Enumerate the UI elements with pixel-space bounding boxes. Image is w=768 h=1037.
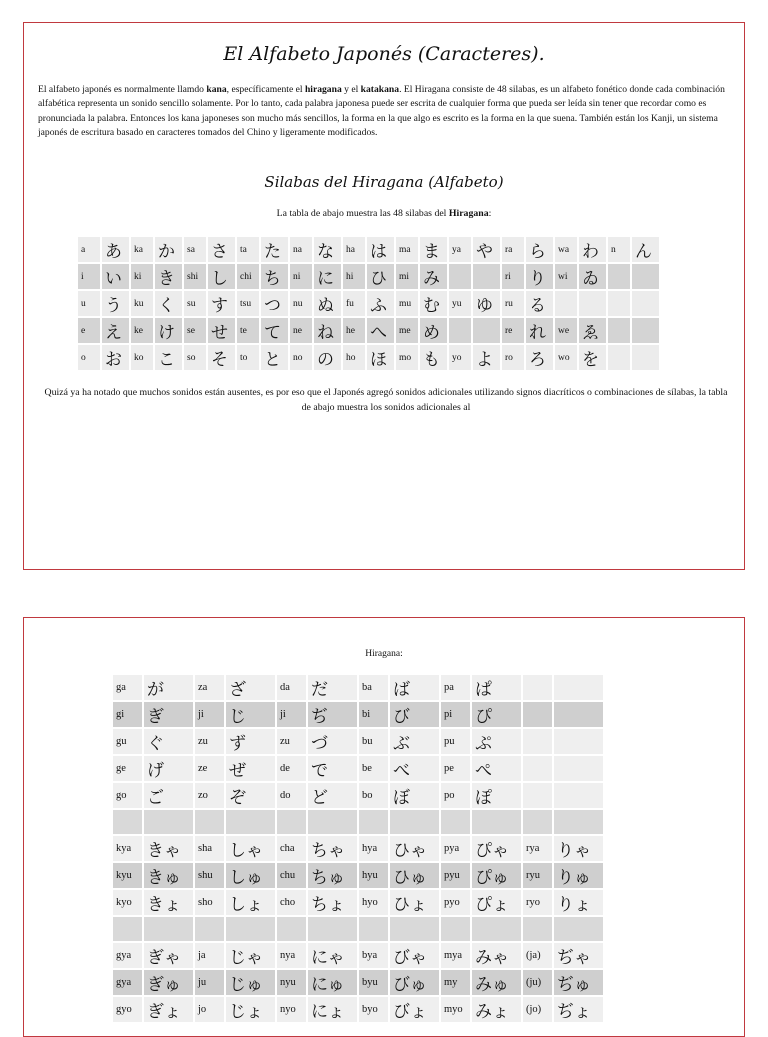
romaji-cell: cha [277, 836, 306, 861]
romaji-cell: ni [290, 264, 312, 289]
kana-cell: び [390, 702, 439, 727]
kana-cell: ぎゃ [144, 943, 193, 968]
romaji-cell: (jo) [523, 997, 552, 1022]
kana-cell: れ [526, 318, 553, 343]
kana-cell: ぼ [390, 783, 439, 808]
kana-cell: ぺ [472, 756, 521, 781]
kana-cell: う [102, 291, 129, 316]
kana-cell: ち [261, 264, 288, 289]
kana-cell [144, 917, 193, 941]
romaji-cell: ja [195, 943, 224, 968]
kana-cell [632, 291, 659, 316]
romaji-cell: pyo [441, 890, 470, 915]
romaji-cell: ya [449, 237, 471, 262]
romaji-cell [523, 729, 552, 754]
kana-cell: さ [208, 237, 235, 262]
romaji-cell: bu [359, 729, 388, 754]
kana-cell: ろ [526, 345, 553, 370]
romaji-cell [523, 756, 552, 781]
kana-cell: せ [208, 318, 235, 343]
kana-cell: え [102, 318, 129, 343]
romaji-cell: me [396, 318, 418, 343]
kana-cell: こ [155, 345, 182, 370]
kana-cell: りょ [554, 890, 603, 915]
romaji-cell [195, 917, 224, 941]
romaji-cell: cho [277, 890, 306, 915]
kana-cell: ぢゃ [554, 943, 603, 968]
kana-cell: きょ [144, 890, 193, 915]
kana-cell: め [420, 318, 447, 343]
kana-cell: ぱ [472, 675, 521, 700]
table-row [113, 836, 603, 861]
kana-cell: が [144, 675, 193, 700]
kana-cell [472, 810, 521, 834]
kana-cell [554, 675, 603, 700]
romaji-cell: to [237, 345, 259, 370]
romaji-cell [195, 810, 224, 834]
romaji-cell: he [343, 318, 365, 343]
romaji-cell: ta [237, 237, 259, 262]
romaji-cell [277, 810, 306, 834]
kana-cell: ぎゅ [144, 970, 193, 995]
romaji-cell: pu [441, 729, 470, 754]
romaji-cell: wi [555, 264, 577, 289]
kana-cell: ぢょ [554, 997, 603, 1022]
romaji-cell: wo [555, 345, 577, 370]
kana-cell: で [308, 756, 357, 781]
romaji-cell: gya [113, 943, 142, 968]
romaji-cell: mya [441, 943, 470, 968]
kana-cell: べ [390, 756, 439, 781]
kana-cell: ね [314, 318, 341, 343]
kana-cell: ぴょ [472, 890, 521, 915]
romaji-cell: do [277, 783, 306, 808]
kana-cell [473, 318, 500, 343]
kana-cell: じゅ [226, 970, 275, 995]
romaji-cell [608, 345, 630, 370]
kana-cell: しゃ [226, 836, 275, 861]
kana-cell: ゆ [473, 291, 500, 316]
romaji-cell: wa [555, 237, 577, 262]
romaji-cell: mo [396, 345, 418, 370]
romaji-cell: su [184, 291, 206, 316]
kana-cell: く [155, 291, 182, 316]
table-row [113, 863, 603, 888]
romaji-cell: hyu [359, 863, 388, 888]
document-page-1 [23, 22, 745, 570]
romaji-cell: byu [359, 970, 388, 995]
kana-cell: ちょ [308, 890, 357, 915]
romaji-cell: ha [343, 237, 365, 262]
kana-cell: ぴゅ [472, 863, 521, 888]
romaji-cell: kya [113, 836, 142, 861]
romaji-cell: po [441, 783, 470, 808]
romaji-cell: no [290, 345, 312, 370]
romaji-cell: hya [359, 836, 388, 861]
romaji-cell: ho [343, 345, 365, 370]
kana-cell: ぬ [314, 291, 341, 316]
romaji-cell: gu [113, 729, 142, 754]
kana-cell: し [208, 264, 235, 289]
romaji-cell: da [277, 675, 306, 700]
romaji-cell: nyu [277, 970, 306, 995]
kana-cell: にゅ [308, 970, 357, 995]
kana-cell: みょ [472, 997, 521, 1022]
romaji-cell: pyu [441, 863, 470, 888]
kana-cell: む [420, 291, 447, 316]
romaji-cell: sha [195, 836, 224, 861]
kana-cell: ひ [367, 264, 394, 289]
table-caption: La tabla de abajo muestra las 48 silabas del Hiragana: [276, 208, 492, 219]
table-row [78, 264, 659, 289]
romaji-cell: ko [131, 345, 153, 370]
kana-cell: だ [308, 675, 357, 700]
kana-cell [390, 810, 439, 834]
kana-cell: じ [226, 702, 275, 727]
kana-cell: ら [526, 237, 553, 262]
table-row [78, 318, 659, 343]
section-subtitle: Silabas del Hiragana (Alfabeto) [264, 173, 504, 191]
romaji-cell [523, 675, 552, 700]
romaji-cell: ju [195, 970, 224, 995]
romaji-cell [449, 318, 471, 343]
table-row [78, 237, 659, 262]
romaji-cell: myo [441, 997, 470, 1022]
kana-cell: ちゃ [308, 836, 357, 861]
kana-cell: あ [102, 237, 129, 262]
intro-paragraph: El alfabeto japonés es normalmente llamdo kana, específicamente el hiragana y el katakana. El Hiragana consiste de 48 silabas, es un alfabeto fonético donde cada combinación alfabética representa un sonido sencillo solamente. Por lo tanto, cada palabra japonesa puede ser escrita de cualquier forma que pueda ser leída sin tener que recordar como es pronunciada la palabra. Entonces los kana japoneses son mucho más sencillos, la forma en la que algo es escrito es la forma en la que suena. También están los Kanji, un sistema japonés de escritura basado en caracteres tomados del Chino y ligeramente modificados. [38, 84, 725, 138]
romaji-cell: we [555, 318, 577, 343]
kana-cell [554, 756, 603, 781]
romaji-cell: my [441, 970, 470, 995]
kana-cell [226, 810, 275, 834]
kana-cell: ご [144, 783, 193, 808]
page-title: El Alfabeto Japonés (Caracteres). [223, 43, 545, 65]
romaji-cell: byo [359, 997, 388, 1022]
romaji-cell: za [195, 675, 224, 700]
kana-cell: りゃ [554, 836, 603, 861]
table-row [78, 291, 659, 316]
kana-cell: り [526, 264, 553, 289]
romaji-cell [608, 264, 630, 289]
kana-cell: や [473, 237, 500, 262]
hiragana-extended-table [111, 673, 605, 1024]
kana-cell: る [526, 291, 553, 316]
romaji-cell: bi [359, 702, 388, 727]
kana-cell: ま [420, 237, 447, 262]
page2-caption: Hiragana: [365, 649, 403, 659]
kana-cell: ぷ [472, 729, 521, 754]
kana-cell: ほ [367, 345, 394, 370]
kana-cell: しゅ [226, 863, 275, 888]
romaji-cell: bo [359, 783, 388, 808]
kana-cell: ぢ [308, 702, 357, 727]
romaji-cell: be [359, 756, 388, 781]
table-row [113, 917, 603, 941]
romaji-cell: mi [396, 264, 418, 289]
romaji-cell [555, 291, 577, 316]
kana-cell: す [208, 291, 235, 316]
romaji-cell: yo [449, 345, 471, 370]
kana-cell [632, 264, 659, 289]
romaji-cell: ri [502, 264, 524, 289]
romaji-cell [359, 917, 388, 941]
romaji-cell: ma [396, 237, 418, 262]
romaji-cell [277, 917, 306, 941]
romaji-cell: ka [131, 237, 153, 262]
kana-cell: に [314, 264, 341, 289]
kana-cell [554, 783, 603, 808]
kana-cell: づ [308, 729, 357, 754]
romaji-cell: gya [113, 970, 142, 995]
kana-cell: にょ [308, 997, 357, 1022]
table-row [113, 729, 603, 754]
romaji-cell [608, 291, 630, 316]
romaji-cell: gi [113, 702, 142, 727]
kana-cell: ちゅ [308, 863, 357, 888]
romaji-cell: te [237, 318, 259, 343]
kana-cell: の [314, 345, 341, 370]
kana-cell: け [155, 318, 182, 343]
romaji-cell: kyu [113, 863, 142, 888]
romaji-cell: go [113, 783, 142, 808]
romaji-cell: fu [343, 291, 365, 316]
romaji-cell [523, 783, 552, 808]
romaji-cell: pe [441, 756, 470, 781]
kana-cell [308, 810, 357, 834]
romaji-cell: ro [502, 345, 524, 370]
kana-cell: い [102, 264, 129, 289]
table-row [113, 890, 603, 915]
table-row [113, 783, 603, 808]
table-row [113, 970, 603, 995]
romaji-cell: na [290, 237, 312, 262]
kana-cell: ぴゃ [472, 836, 521, 861]
romaji-cell: ru [502, 291, 524, 316]
romaji-cell: nya [277, 943, 306, 968]
romaji-cell: pya [441, 836, 470, 861]
romaji-cell: hi [343, 264, 365, 289]
kana-cell: ぐ [144, 729, 193, 754]
kana-cell [390, 917, 439, 941]
table-row [113, 943, 603, 968]
kana-cell: ん [632, 237, 659, 262]
kana-cell [472, 917, 521, 941]
romaji-cell: bya [359, 943, 388, 968]
romaji-cell [359, 810, 388, 834]
kana-cell [632, 318, 659, 343]
kana-cell: ば [390, 675, 439, 700]
kana-cell: て [261, 318, 288, 343]
table-row [78, 345, 659, 370]
romaji-cell [608, 318, 630, 343]
romaji-cell: ji [277, 702, 306, 727]
table-row [113, 756, 603, 781]
romaji-cell: se [184, 318, 206, 343]
kana-cell: びょ [390, 997, 439, 1022]
kana-cell: ぽ [472, 783, 521, 808]
romaji-cell: ji [195, 702, 224, 727]
romaji-cell [113, 917, 142, 941]
romaji-cell: ku [131, 291, 153, 316]
romaji-cell: rya [523, 836, 552, 861]
document-page-2 [23, 617, 745, 1037]
kana-cell: よ [473, 345, 500, 370]
kana-cell [554, 702, 603, 727]
kana-cell: ひゃ [390, 836, 439, 861]
kana-cell [632, 345, 659, 370]
romaji-cell: u [78, 291, 100, 316]
romaji-cell: jo [195, 997, 224, 1022]
table-row [113, 997, 603, 1022]
romaji-cell: a [78, 237, 100, 262]
romaji-cell: gyo [113, 997, 142, 1022]
romaji-cell: ba [359, 675, 388, 700]
kana-cell [144, 810, 193, 834]
romaji-cell [523, 810, 552, 834]
romaji-cell: chi [237, 264, 259, 289]
romaji-cell: ki [131, 264, 153, 289]
kana-cell [579, 291, 606, 316]
kana-cell: しょ [226, 890, 275, 915]
kana-cell: な [314, 237, 341, 262]
romaji-cell: (ju) [523, 970, 552, 995]
romaji-cell: chu [277, 863, 306, 888]
kana-cell: ふ [367, 291, 394, 316]
romaji-cell: mu [396, 291, 418, 316]
romaji-cell: kyo [113, 890, 142, 915]
kana-cell: げ [144, 756, 193, 781]
kana-cell: ず [226, 729, 275, 754]
kana-cell: ぢゅ [554, 970, 603, 995]
kana-cell: みゃ [472, 943, 521, 968]
romaji-cell: ke [131, 318, 153, 343]
romaji-cell [523, 917, 552, 941]
kana-cell: ざ [226, 675, 275, 700]
kana-cell: た [261, 237, 288, 262]
romaji-cell: (ja) [523, 943, 552, 968]
kana-cell [554, 917, 603, 941]
kana-cell: を [579, 345, 606, 370]
kana-cell: と [261, 345, 288, 370]
romaji-cell [523, 702, 552, 727]
kana-cell: ぎ [144, 702, 193, 727]
kana-cell: きゃ [144, 836, 193, 861]
romaji-cell: pi [441, 702, 470, 727]
kana-cell: びゃ [390, 943, 439, 968]
romaji-cell: nu [290, 291, 312, 316]
romaji-cell: n [608, 237, 630, 262]
romaji-cell: pa [441, 675, 470, 700]
second-paragraph: Quizá ya ha notado que muchos sonidos están ausentes, es por eso que el Japonés agregó sonidos adicionales utilizando signos diacríticos o combinaciones de sílabas, la tabla de abajo muestra los sonidos adicionales al [44, 387, 728, 413]
kana-cell: お [102, 345, 129, 370]
romaji-cell: zo [195, 783, 224, 808]
romaji-cell: ryo [523, 890, 552, 915]
romaji-cell [441, 917, 470, 941]
kana-cell: きゅ [144, 863, 193, 888]
kana-cell: びゅ [390, 970, 439, 995]
kana-cell: ど [308, 783, 357, 808]
kana-cell: そ [208, 345, 235, 370]
romaji-cell: yu [449, 291, 471, 316]
romaji-cell: sa [184, 237, 206, 262]
hiragana-basic-table [76, 235, 661, 372]
romaji-cell [449, 264, 471, 289]
romaji-cell: ne [290, 318, 312, 343]
romaji-cell: zu [277, 729, 306, 754]
kana-cell: ゐ [579, 264, 606, 289]
romaji-cell: shi [184, 264, 206, 289]
romaji-cell: ga [113, 675, 142, 700]
kana-cell: み [420, 264, 447, 289]
kana-cell: か [155, 237, 182, 262]
kana-cell: も [420, 345, 447, 370]
kana-cell: ひゅ [390, 863, 439, 888]
table-row [113, 675, 603, 700]
kana-cell [554, 810, 603, 834]
kana-cell: じゃ [226, 943, 275, 968]
romaji-cell: tsu [237, 291, 259, 316]
romaji-cell: ryu [523, 863, 552, 888]
kana-cell [554, 729, 603, 754]
romaji-cell: re [502, 318, 524, 343]
kana-cell: ぎょ [144, 997, 193, 1022]
kana-cell: ぜ [226, 756, 275, 781]
kana-cell: ぶ [390, 729, 439, 754]
romaji-cell: o [78, 345, 100, 370]
kana-cell: みゅ [472, 970, 521, 995]
kana-cell: じょ [226, 997, 275, 1022]
kana-cell: わ [579, 237, 606, 262]
kana-cell: にゃ [308, 943, 357, 968]
kana-cell: ぴ [472, 702, 521, 727]
romaji-cell: i [78, 264, 100, 289]
romaji-cell: ze [195, 756, 224, 781]
table-row [113, 702, 603, 727]
kana-cell: へ [367, 318, 394, 343]
kana-cell: ひょ [390, 890, 439, 915]
kana-cell: りゅ [554, 863, 603, 888]
kana-cell: ゑ [579, 318, 606, 343]
kana-cell [226, 917, 275, 941]
romaji-cell [113, 810, 142, 834]
kana-cell [473, 264, 500, 289]
kana-cell: き [155, 264, 182, 289]
kana-cell: つ [261, 291, 288, 316]
romaji-cell: de [277, 756, 306, 781]
romaji-cell: shu [195, 863, 224, 888]
kana-cell: は [367, 237, 394, 262]
kana-cell [308, 917, 357, 941]
romaji-cell: sho [195, 890, 224, 915]
romaji-cell: ge [113, 756, 142, 781]
romaji-cell: nyo [277, 997, 306, 1022]
romaji-cell: ra [502, 237, 524, 262]
romaji-cell [441, 810, 470, 834]
kana-cell: ぞ [226, 783, 275, 808]
romaji-cell: so [184, 345, 206, 370]
romaji-cell: zu [195, 729, 224, 754]
romaji-cell: hyo [359, 890, 388, 915]
romaji-cell: e [78, 318, 100, 343]
table-row [113, 810, 603, 834]
